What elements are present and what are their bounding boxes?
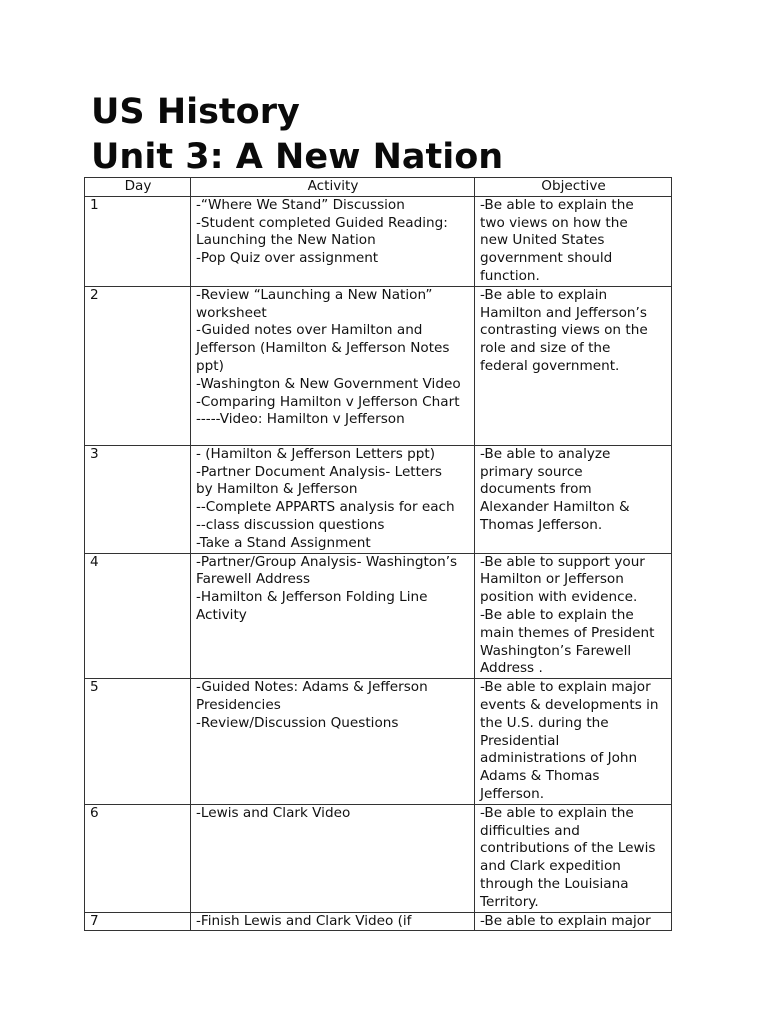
objective-line: new United States <box>480 232 605 249</box>
objective-line: function. <box>480 267 540 284</box>
objective-line: administrations of John <box>480 750 638 767</box>
objective-cell <box>475 679 672 805</box>
header-objective: Objective <box>475 178 672 197</box>
table-row <box>85 196 672 286</box>
objective-cell <box>475 553 672 679</box>
objective-line: -Be able to explain the <box>480 606 634 623</box>
objective-line: Hamilton and Jefferson’s <box>480 304 647 321</box>
table-header-row <box>85 178 672 197</box>
objective-line: Address . <box>480 660 543 677</box>
document-title <box>91 90 503 180</box>
day-cell: 7 <box>85 912 191 931</box>
day-cell: 4 <box>85 553 191 679</box>
title-line-unit: Unit 3: A New Nation <box>91 137 504 177</box>
objective-cell <box>475 445 672 553</box>
activity-line: -Guided Notes: Adams & Jefferson <box>196 679 428 696</box>
objective-line: Alexander Hamilton & <box>480 499 630 516</box>
activity-line: worksheet <box>196 304 267 321</box>
objective-line: government should <box>480 250 613 267</box>
activity-line: -Partner Document Analysis- Letters <box>196 463 443 480</box>
activity-line: Jefferson (Hamilton & Jefferson Notes <box>196 340 450 357</box>
activity-line: -Review “Launching a New Nation” <box>196 286 433 303</box>
activity-line: by Hamilton & Jefferson <box>196 481 358 498</box>
objective-cell <box>475 804 672 912</box>
activity-line: Launching the New Nation <box>196 232 376 249</box>
activity-cell <box>191 445 475 553</box>
title-line-course: US History <box>91 92 300 132</box>
table-row <box>85 286 672 445</box>
objective-line: -Be able to analyze <box>480 445 611 462</box>
objective-line: -Be able to support your <box>480 553 645 570</box>
activity-cell <box>191 912 475 931</box>
table-body <box>85 196 672 931</box>
objective-line: -Be able to explain major <box>480 679 651 696</box>
activity-line: ppt) <box>196 357 224 374</box>
activity-line: -Take a Stand Assignment <box>196 534 371 551</box>
objective-cell <box>475 912 672 931</box>
activity-line: -Comparing Hamilton v Jefferson Chart <box>196 393 460 410</box>
objective-line: difficulties and <box>480 822 580 839</box>
objective-line: contributions of the Lewis <box>480 840 656 857</box>
objective-line: Territory. <box>480 893 539 910</box>
activity-cell <box>191 804 475 912</box>
objective-line: and Clark expedition <box>480 858 621 875</box>
objective-line: position with evidence. <box>480 589 638 606</box>
objective-line: federal government. <box>480 357 620 374</box>
objective-cell <box>475 196 672 286</box>
objective-line: documents from <box>480 481 592 498</box>
objective-line: primary source <box>480 463 583 480</box>
objective-line: Washington’s Farewell <box>480 642 632 659</box>
table-row <box>85 912 672 931</box>
objective-line: contrasting views on the <box>480 322 648 339</box>
activity-line: Activity <box>196 606 247 623</box>
objective-line: -Be able to explain <box>480 286 608 303</box>
objective-line: -Be able to explain the <box>480 196 634 213</box>
activity-cell <box>191 286 475 445</box>
objective-line: main themes of President <box>480 624 655 641</box>
activity-line: - (Hamilton & Jefferson Letters ppt) <box>196 445 436 462</box>
activity-line: --Complete APPARTS analysis for each <box>196 499 455 516</box>
table-row <box>85 553 672 679</box>
activity-cell <box>191 553 475 679</box>
table-row <box>85 804 672 912</box>
objective-line: Jefferson. <box>480 785 545 802</box>
activity-cell <box>191 196 475 286</box>
activity-line: -----Video: Hamilton v Jefferson <box>196 411 405 428</box>
activity-cell <box>191 679 475 805</box>
objective-line: role and size of the <box>480 340 611 357</box>
objective-line: two views on how the <box>480 214 628 231</box>
activity-line: Farewell Address <box>196 571 311 588</box>
activity-line: Presidencies <box>196 696 281 713</box>
activity-line: -Partner/Group Analysis- Washington’s <box>196 553 458 570</box>
objective-line: Adams & Thomas <box>480 768 600 785</box>
day-cell: 5 <box>85 679 191 805</box>
objective-cell <box>475 286 672 445</box>
activity-line: -Student completed Guided Reading: <box>196 214 448 231</box>
activity-line: -Guided notes over Hamilton and <box>196 322 423 339</box>
header-day: Day <box>85 178 191 197</box>
day-cell: 3 <box>85 445 191 553</box>
day-cell: 2 <box>85 286 191 445</box>
activity-line: -“Where We Stand” Discussion <box>196 196 405 213</box>
activity-line: -Washington & New Government Video <box>196 375 461 392</box>
activity-line: --class discussion questions <box>196 516 385 533</box>
objective-line: Presidential <box>480 732 560 749</box>
objective-line: Hamilton or Jefferson <box>480 571 624 588</box>
objective-line: -Be able to explain major <box>480 912 651 929</box>
activity-line: -Review/Discussion Questions <box>196 714 399 731</box>
header-activity: Activity <box>191 178 475 197</box>
unit-schedule-table <box>84 177 672 931</box>
objective-line: the U.S. during the <box>480 714 609 731</box>
activity-line: -Pop Quiz over assignment <box>196 250 379 267</box>
table-row <box>85 679 672 805</box>
objective-line: -Be able to explain the <box>480 804 634 821</box>
day-cell: 6 <box>85 804 191 912</box>
activity-line: -Hamilton & Jefferson Folding Line <box>196 589 428 606</box>
objective-line: events & developments in <box>480 696 659 713</box>
objective-line: through the Louisiana <box>480 875 629 892</box>
activity-line: -Finish Lewis and Clark Video (if <box>196 912 412 929</box>
activity-line: -Lewis and Clark Video <box>196 804 351 821</box>
table-row <box>85 445 672 553</box>
day-cell: 1 <box>85 196 191 286</box>
objective-line: Thomas Jefferson. <box>480 516 603 533</box>
